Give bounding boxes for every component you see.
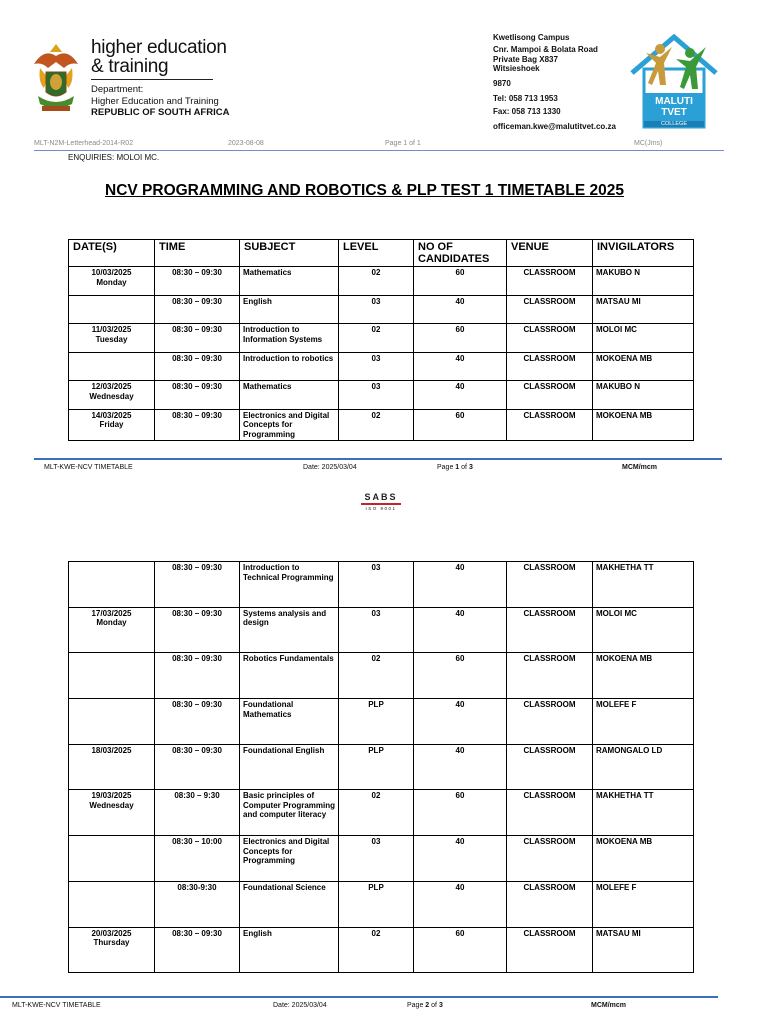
invigilator-invigilator-text: MATSAU MI bbox=[596, 296, 641, 306]
venue-cell bbox=[507, 699, 593, 745]
col-header-subject: SUBJECT bbox=[240, 240, 339, 267]
date-cell bbox=[69, 744, 155, 790]
date-date-text: 18/03/2025 bbox=[91, 745, 132, 755]
time-time-text: 08:30 – 09:30 bbox=[172, 928, 222, 938]
invigilator-cell bbox=[593, 409, 694, 441]
time-cell bbox=[155, 927, 240, 973]
time-cell bbox=[155, 267, 240, 296]
footer-date: Date: 2025/03/04 bbox=[273, 1002, 327, 1009]
time-cell bbox=[155, 352, 240, 381]
invigilator-invigilator-text: MOLEFE F bbox=[596, 700, 637, 710]
time-time-text: 08:30 – 09:30 bbox=[172, 296, 222, 306]
invigilator-cell bbox=[593, 881, 694, 927]
level-cell bbox=[339, 562, 414, 608]
footer-page-number: 2 bbox=[425, 1002, 430, 1009]
address-line: Kwetlisong Campus bbox=[493, 33, 570, 42]
candidates-candidates-text: 60 bbox=[455, 928, 465, 938]
invigilator-invigilator-text: MAKHETHA TT bbox=[596, 791, 654, 801]
level-cell bbox=[339, 607, 414, 653]
venue-venue-text: CLASSROOM bbox=[523, 608, 576, 618]
subject-cell bbox=[240, 381, 339, 410]
venue-cell bbox=[507, 295, 593, 324]
subject-cell bbox=[240, 699, 339, 745]
invigilator-cell bbox=[593, 324, 694, 353]
level-cell bbox=[339, 699, 414, 745]
venue-cell bbox=[507, 381, 593, 410]
venue-cell bbox=[507, 927, 593, 973]
time-time-text: 08:30 – 9:30 bbox=[174, 791, 220, 801]
date-date-text: 19/03/2025 bbox=[91, 791, 132, 801]
maluti-tvet-logo bbox=[624, 33, 724, 129]
time-time-text: 08:30 – 09:30 bbox=[172, 608, 222, 618]
invigilator-invigilator-text: MAKUBO N bbox=[596, 268, 640, 277]
subject-subject-text: Robotics Fundamentals bbox=[243, 654, 334, 664]
level-level-text: 03 bbox=[371, 353, 381, 363]
level-cell bbox=[339, 790, 414, 836]
invigilator-invigilator-text: MOLEFE F bbox=[596, 882, 637, 892]
time-time-text: 08:30 – 09:30 bbox=[172, 410, 222, 420]
subject-cell bbox=[240, 267, 339, 296]
candidates-cell bbox=[414, 324, 507, 353]
date-day-text: Monday bbox=[96, 618, 127, 628]
venue-venue-text: CLASSROOM bbox=[523, 882, 576, 892]
candidates-candidates-text: 40 bbox=[455, 296, 465, 306]
table-row bbox=[69, 927, 694, 973]
table-row bbox=[69, 744, 694, 790]
table-body bbox=[69, 267, 694, 441]
footer-date: Date: 2025/03/04 bbox=[303, 464, 357, 471]
footer-ref: MLT-KWE-NCV TIMETABLE bbox=[12, 1002, 101, 1009]
footer-ref: MLT-KWE-NCV TIMETABLE bbox=[44, 464, 133, 471]
date-date-text: 20/03/2025 bbox=[91, 928, 132, 938]
time-time-text: 08:30 – 09:30 bbox=[172, 325, 222, 335]
candidates-candidates-text: 60 bbox=[455, 268, 465, 277]
level-level-text: 03 bbox=[371, 382, 381, 392]
footer-page-number: 1 bbox=[455, 464, 460, 471]
level-level-text: 03 bbox=[371, 837, 381, 847]
venue-cell bbox=[507, 744, 593, 790]
level-cell bbox=[339, 381, 414, 410]
subject-cell bbox=[240, 295, 339, 324]
level-cell bbox=[339, 653, 414, 699]
logo-text: MALUTI TVET bbox=[655, 96, 693, 118]
candidates-cell bbox=[414, 744, 507, 790]
venue-venue-text: CLASSROOM bbox=[523, 700, 576, 710]
footer-rule bbox=[0, 996, 718, 998]
invigilator-cell bbox=[593, 562, 694, 608]
time-time-text: 08:30 – 09:30 bbox=[172, 654, 222, 664]
date-day-text: Thursday bbox=[93, 938, 130, 947]
venue-cell bbox=[507, 562, 593, 608]
level-cell bbox=[339, 352, 414, 381]
letterhead-ref: MLT-N2M-Letterhead-2014-R02 bbox=[34, 140, 134, 147]
date-cell bbox=[69, 562, 155, 608]
subject-subject-text: Foundational English bbox=[243, 745, 325, 755]
footer-page-total: 3 bbox=[438, 1002, 443, 1009]
table-row bbox=[69, 409, 694, 441]
timetable-page1 bbox=[68, 239, 694, 441]
candidates-candidates-text: 60 bbox=[455, 325, 465, 335]
invigilator-invigilator-text: MOKOENA MB bbox=[596, 353, 653, 363]
date-cell bbox=[69, 927, 155, 973]
invigilator-invigilator-text: MOLOI MC bbox=[596, 608, 637, 618]
subject-subject-text: Mathematics bbox=[243, 382, 292, 392]
table-row bbox=[69, 381, 694, 410]
date-day-text: Monday bbox=[96, 277, 127, 287]
table-row bbox=[69, 607, 694, 653]
table-body bbox=[69, 562, 694, 973]
level-cell bbox=[339, 836, 414, 882]
address-line: Tel: 058 713 1953 bbox=[493, 93, 558, 103]
footer-page bbox=[437, 464, 473, 471]
logo-subtext: COLLEGE bbox=[661, 121, 687, 127]
date-cell bbox=[69, 409, 155, 441]
date-date-text: 17/03/2025 bbox=[91, 608, 132, 618]
candidates-candidates-text: 60 bbox=[455, 410, 465, 420]
venue-cell bbox=[507, 352, 593, 381]
org-name-line2: & training bbox=[91, 56, 169, 77]
invigilator-invigilator-text: MATSAU MI bbox=[596, 928, 641, 938]
table-row bbox=[69, 653, 694, 699]
date-cell bbox=[69, 324, 155, 353]
time-cell bbox=[155, 653, 240, 699]
footer-page-prefix: Page bbox=[437, 464, 456, 471]
subject-cell bbox=[240, 607, 339, 653]
subject-subject-text: Foundational Mathematics bbox=[243, 700, 294, 719]
date-day-text: Wednesday bbox=[89, 800, 134, 810]
invigilator-cell bbox=[593, 295, 694, 324]
date-cell bbox=[69, 381, 155, 410]
address-email: officeman.kwe@malutitvet.co.za bbox=[493, 121, 616, 131]
subject-subject-text: Systems analysis and design bbox=[243, 608, 327, 628]
venue-venue-text: CLASSROOM bbox=[523, 296, 576, 306]
time-time-text: 08:30 – 09:30 bbox=[172, 353, 222, 363]
col-header-date: DATE(S) bbox=[69, 240, 155, 267]
time-time-text: 08:30 – 09:30 bbox=[172, 563, 222, 572]
table-row bbox=[69, 324, 694, 353]
col-header-venue: VENUE bbox=[507, 240, 593, 267]
subject-cell bbox=[240, 324, 339, 353]
footer-initials: MCM/mcm bbox=[622, 464, 658, 471]
candidates-candidates-text: 40 bbox=[455, 353, 465, 363]
address-line: Witsieshoek bbox=[493, 64, 540, 73]
date-day-text: Friday bbox=[99, 420, 124, 430]
address-line: 9870 bbox=[493, 79, 511, 88]
footer-rule bbox=[34, 458, 722, 460]
sabs-iso: ISO 9001 bbox=[365, 506, 397, 511]
subject-subject-text: Mathematics bbox=[243, 268, 292, 277]
invigilator-cell bbox=[593, 381, 694, 410]
date-cell bbox=[69, 881, 155, 927]
venue-cell bbox=[507, 790, 593, 836]
invigilator-invigilator-text: MAKUBO N bbox=[596, 382, 640, 392]
date-date-text: 11/03/2025 bbox=[91, 325, 132, 335]
level-level-text: 02 bbox=[371, 410, 381, 420]
level-level-text: 03 bbox=[371, 563, 381, 572]
date-cell bbox=[69, 699, 155, 745]
time-cell bbox=[155, 409, 240, 441]
subject-subject-text: Introduction to robotics bbox=[243, 353, 334, 363]
venue-venue-text: CLASSROOM bbox=[523, 382, 576, 392]
col-header-time: TIME bbox=[155, 240, 240, 267]
level-level-text: PLP bbox=[368, 700, 384, 710]
venue-cell bbox=[507, 267, 593, 296]
level-cell bbox=[339, 744, 414, 790]
date-day-text: Tuesday bbox=[95, 334, 128, 344]
venue-venue-text: CLASSROOM bbox=[523, 353, 576, 363]
venue-cell bbox=[507, 836, 593, 882]
subject-cell bbox=[240, 790, 339, 836]
date-date-text: 10/03/2025 bbox=[91, 268, 132, 277]
level-level-text: 02 bbox=[371, 268, 381, 277]
invigilator-invigilator-text: MOKOENA MB bbox=[596, 410, 653, 420]
time-cell bbox=[155, 881, 240, 927]
date-day-text: Wednesday bbox=[89, 391, 134, 401]
subject-cell bbox=[240, 836, 339, 882]
header-divider bbox=[91, 79, 213, 80]
level-level-text: PLP bbox=[368, 745, 384, 755]
campus-address bbox=[493, 32, 643, 132]
invigilator-invigilator-text: MOLOI MC bbox=[596, 325, 637, 335]
candidates-candidates-text: 40 bbox=[455, 563, 465, 572]
subject-subject-text: Introduction to Technical Programming bbox=[243, 563, 334, 582]
venue-cell bbox=[507, 881, 593, 927]
footer-page-mid: of bbox=[429, 1002, 439, 1009]
letterhead-initials: MC(Jms) bbox=[634, 140, 663, 147]
level-cell bbox=[339, 295, 414, 324]
subject-cell bbox=[240, 409, 339, 441]
time-time-text: 08:30 – 09:30 bbox=[172, 382, 222, 392]
level-cell bbox=[339, 324, 414, 353]
date-cell bbox=[69, 607, 155, 653]
venue-venue-text: CLASSROOM bbox=[523, 654, 576, 664]
letterhead-page: Page 1 of 1 bbox=[385, 140, 421, 147]
candidates-cell bbox=[414, 562, 507, 608]
candidates-cell bbox=[414, 352, 507, 381]
candidates-cell bbox=[414, 409, 507, 441]
candidates-cell bbox=[414, 836, 507, 882]
time-cell bbox=[155, 562, 240, 608]
level-cell bbox=[339, 927, 414, 973]
invigilator-cell bbox=[593, 927, 694, 973]
invigilator-cell bbox=[593, 653, 694, 699]
subject-cell bbox=[240, 352, 339, 381]
header-row bbox=[69, 240, 694, 267]
invigilator-cell bbox=[593, 352, 694, 381]
candidates-candidates-text: 60 bbox=[455, 791, 465, 801]
date-cell bbox=[69, 790, 155, 836]
level-level-text: 03 bbox=[371, 296, 381, 306]
level-level-text: 02 bbox=[371, 928, 381, 938]
candidates-cell bbox=[414, 267, 507, 296]
dept-name: Higher Education and Training bbox=[91, 96, 219, 107]
venue-cell bbox=[507, 607, 593, 653]
candidates-cell bbox=[414, 607, 507, 653]
sabs-mark: SABS bbox=[364, 492, 398, 502]
address-line: Private Bag X837 bbox=[493, 55, 558, 64]
candidates-cell bbox=[414, 653, 507, 699]
date-cell bbox=[69, 295, 155, 324]
level-level-text: 02 bbox=[371, 325, 381, 335]
subject-cell bbox=[240, 927, 339, 973]
venue-venue-text: CLASSROOM bbox=[523, 268, 576, 277]
candidates-candidates-text: 40 bbox=[455, 882, 465, 892]
dept-label: Department: bbox=[91, 84, 144, 95]
level-level-text: PLP bbox=[368, 882, 384, 892]
venue-venue-text: CLASSROOM bbox=[523, 837, 576, 847]
candidates-cell bbox=[414, 699, 507, 745]
timetable-page2 bbox=[68, 561, 694, 973]
time-time-text: 08:30 – 09:30 bbox=[172, 745, 222, 755]
candidates-candidates-text: 60 bbox=[455, 654, 465, 664]
footer-page-prefix: Page bbox=[407, 1002, 426, 1009]
date-cell bbox=[69, 352, 155, 381]
candidates-cell bbox=[414, 295, 507, 324]
venue-cell bbox=[507, 653, 593, 699]
letterhead-date: 2023-08-08 bbox=[228, 140, 264, 147]
invigilator-cell bbox=[593, 790, 694, 836]
col-header-level: LEVEL bbox=[339, 240, 414, 267]
candidates-candidates-text: 40 bbox=[455, 837, 465, 847]
subject-cell bbox=[240, 881, 339, 927]
candidates-cell bbox=[414, 927, 507, 973]
date-cell bbox=[69, 267, 155, 296]
time-time-text: 08:30 – 09:30 bbox=[172, 700, 222, 710]
sabs-logo bbox=[357, 492, 405, 512]
invigilator-invigilator-text: MOKOENA MB bbox=[596, 654, 653, 664]
time-cell bbox=[155, 744, 240, 790]
invigilator-cell bbox=[593, 836, 694, 882]
country-name: REPUBLIC OF SOUTH AFRICA bbox=[91, 107, 230, 118]
enquiries-line: ENQUIRIES: MOLOI MC. bbox=[68, 153, 160, 162]
time-cell bbox=[155, 607, 240, 653]
page-title: NCV PROGRAMMING AND ROBOTICS & PLP TEST 1 TIMETABLE 2025 bbox=[105, 182, 625, 199]
subject-cell bbox=[240, 562, 339, 608]
invigilator-cell bbox=[593, 267, 694, 296]
date-date-text: 12/03/2025 bbox=[91, 382, 132, 392]
time-cell bbox=[155, 836, 240, 882]
table-row bbox=[69, 295, 694, 324]
candidates-candidates-text: 40 bbox=[455, 608, 465, 618]
time-time-text: 08:30 – 10:00 bbox=[172, 837, 222, 847]
level-level-text: 02 bbox=[371, 791, 381, 801]
candidates-candidates-text: 40 bbox=[455, 745, 465, 755]
invigilator-invigilator-text: MAKHETHA TT bbox=[596, 563, 654, 572]
col-header-invigilators: INVIGILATORS bbox=[593, 240, 694, 267]
level-cell bbox=[339, 409, 414, 441]
coat-of-arms-icon bbox=[30, 38, 82, 118]
subject-cell bbox=[240, 653, 339, 699]
invigilator-invigilator-text: MOKOENA MB bbox=[596, 837, 653, 847]
subject-subject-text: Foundational Science bbox=[243, 882, 326, 892]
subject-cell bbox=[240, 744, 339, 790]
subject-subject-text: Electronics and Digital Concepts for Programming bbox=[243, 410, 330, 439]
subject-subject-text: Basic principles of Computer Programming and computer literacy bbox=[243, 791, 336, 820]
footer-page bbox=[407, 1002, 443, 1009]
time-cell bbox=[155, 381, 240, 410]
candidates-cell bbox=[414, 381, 507, 410]
venue-cell bbox=[507, 409, 593, 441]
candidates-candidates-text: 40 bbox=[455, 382, 465, 392]
date-date-text: 14/03/2025 bbox=[91, 410, 132, 420]
venue-venue-text: CLASSROOM bbox=[523, 325, 576, 335]
col-header-candidates: NO OF CANDIDATES bbox=[414, 240, 507, 267]
candidates-cell bbox=[414, 790, 507, 836]
venue-venue-text: CLASSROOM bbox=[523, 745, 576, 755]
footer-page-mid: of bbox=[459, 464, 469, 471]
table-row bbox=[69, 562, 694, 608]
subject-subject-text: English bbox=[243, 296, 272, 306]
footer-page-total: 3 bbox=[468, 464, 473, 471]
invigilator-invigilator-text: RAMONGALO LD bbox=[596, 745, 663, 755]
venue-venue-text: CLASSROOM bbox=[523, 928, 576, 938]
venue-cell bbox=[507, 324, 593, 353]
date-cell bbox=[69, 836, 155, 882]
date-cell bbox=[69, 653, 155, 699]
venue-venue-text: CLASSROOM bbox=[523, 563, 576, 572]
invigilator-cell bbox=[593, 744, 694, 790]
level-cell bbox=[339, 267, 414, 296]
table-row bbox=[69, 267, 694, 296]
table-row bbox=[69, 352, 694, 381]
time-cell bbox=[155, 790, 240, 836]
table-row bbox=[69, 836, 694, 882]
candidates-candidates-text: 40 bbox=[455, 700, 465, 710]
org-name-line1: higher education bbox=[91, 37, 227, 58]
time-time-text: 08:30 – 09:30 bbox=[172, 268, 222, 277]
time-time-text: 08:30-9:30 bbox=[177, 882, 217, 892]
level-cell bbox=[339, 881, 414, 927]
table-row bbox=[69, 699, 694, 745]
subject-subject-text: Electronics and Digital Concepts for Programming bbox=[243, 837, 330, 866]
candidates-cell bbox=[414, 881, 507, 927]
table-row bbox=[69, 790, 694, 836]
level-level-text: 02 bbox=[371, 654, 381, 664]
level-level-text: 03 bbox=[371, 608, 381, 618]
meta-rule bbox=[34, 150, 724, 151]
address-line: Fax: 058 713 1330 bbox=[493, 107, 561, 116]
venue-venue-text: CLASSROOM bbox=[523, 410, 576, 420]
time-cell bbox=[155, 324, 240, 353]
time-cell bbox=[155, 295, 240, 324]
subject-subject-text: English bbox=[243, 928, 272, 938]
table-row bbox=[69, 881, 694, 927]
address-line: Cnr. Mampoi & Bolata Road bbox=[493, 44, 598, 54]
invigilator-cell bbox=[593, 699, 694, 745]
footer-initials: MCM/mcm bbox=[591, 1002, 627, 1009]
subject-subject-text: Introduction to Information Systems bbox=[243, 325, 323, 344]
invigilator-cell bbox=[593, 607, 694, 653]
venue-venue-text: CLASSROOM bbox=[523, 791, 576, 801]
time-cell bbox=[155, 699, 240, 745]
